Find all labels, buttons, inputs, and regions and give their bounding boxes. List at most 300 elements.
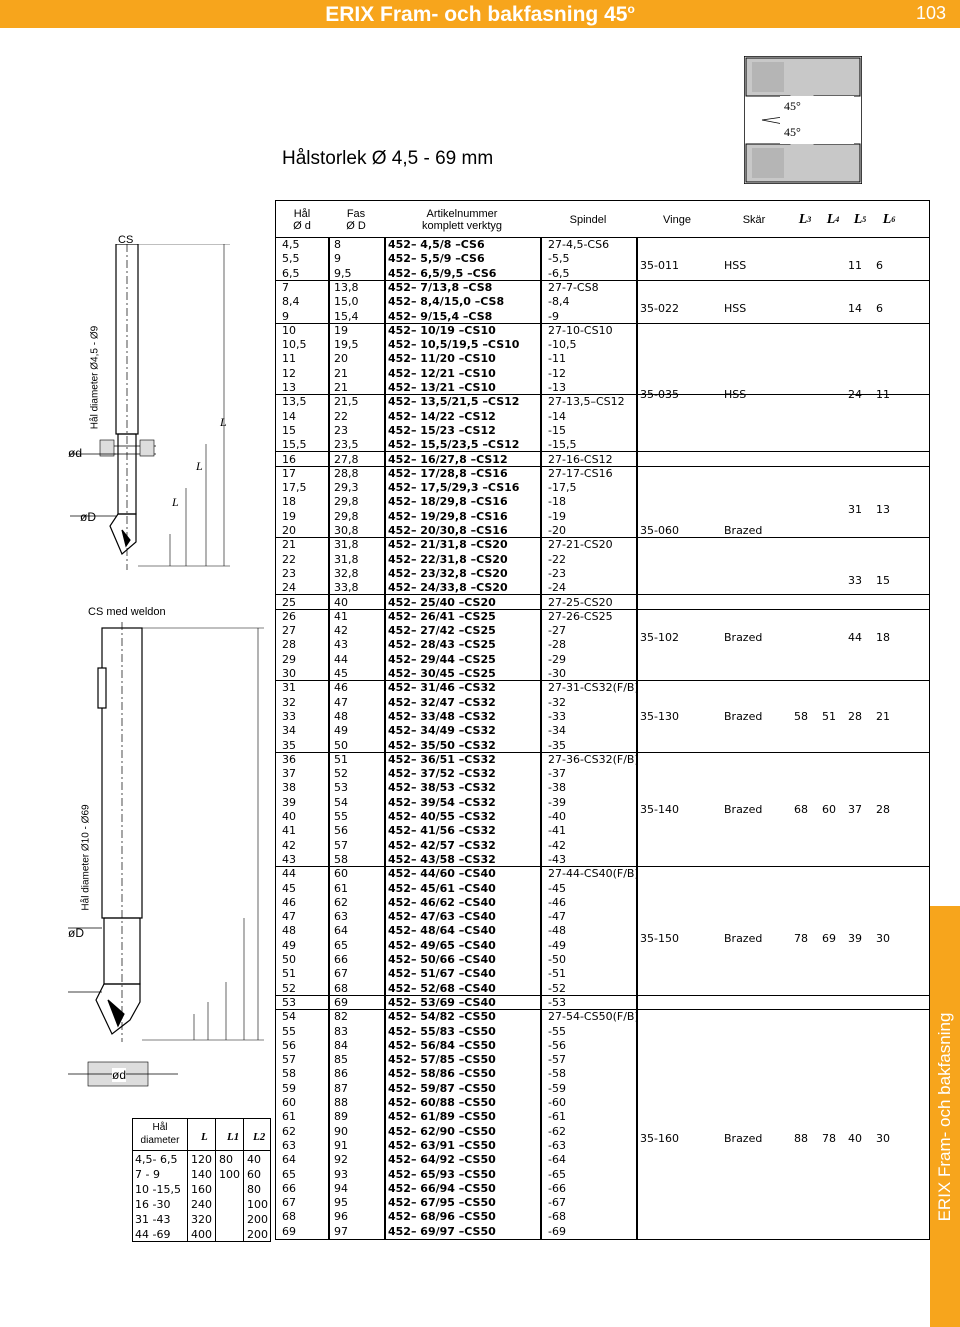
table-row [276,338,929,352]
insert-cell: Brazed [724,524,763,537]
l4-cell: 78 [822,1131,836,1145]
l6-cell: 30 [876,931,890,945]
article-number-cell: 452– 46/62 –CS40 [388,895,496,909]
hole-cell: 68 [282,1210,296,1224]
spindle-cell: -27 [548,624,566,638]
hole-cell: 28 [282,638,296,652]
fas-cell: 56 [334,824,348,838]
l5-cell: 37 [848,802,862,816]
spindle-cell: -56 [548,1038,566,1052]
hole-cell: 62 [282,1124,296,1138]
hole-cell: 53 [282,995,296,1009]
fas-cell: 13,8 [334,280,359,294]
fas-cell: 82 [334,1010,348,1024]
table-row [276,367,929,381]
spindle-cell: -32 [548,695,566,709]
spindle-cell: 27-21-CS20 [548,538,613,552]
article-number-cell: 452– 61/89 –CS50 [388,1110,496,1124]
hole-cell: 65 [282,1167,296,1181]
fas-cell: 92 [334,1153,348,1167]
hole-size-title: Hålstorlek Ø 4,5 - 69 mm [282,148,494,169]
spindle-cell: -49 [548,938,566,952]
article-number-cell: 452– 13/21 –CS10 [388,381,496,394]
spindle-cell: 27-4,5-CS6 [548,238,610,251]
length-table-row [133,1227,270,1242]
fas-cell: 23,5 [334,438,359,452]
hole-cell: 13,5 [282,395,307,409]
insert-cell: Brazed [724,1131,763,1145]
col-l5-header: L 5 [853,211,867,227]
fas-cell: 84 [334,1038,348,1052]
table-row [276,1010,929,1024]
fas-cell: 21 [334,366,348,380]
spindle-cell: -61 [548,1110,566,1124]
range-cell: 4,5- 6,5 [135,1153,178,1166]
table-row [276,324,929,338]
dim-l1-label: L [196,459,203,473]
table-row [276,824,929,838]
l-cell: 160 [191,1183,212,1196]
hole-cell: 67 [282,1196,296,1210]
spindle-cell: -9 [548,309,559,323]
fas-cell: 45 [334,667,348,680]
hole-cell: 47 [282,910,296,924]
article-number-cell: 452– 8,4/15,0 –CS8 [388,295,505,309]
hole-cell: 23 [282,566,296,580]
article-number-cell: 452– 25/40 –CS20 [388,595,496,609]
wing-cell: 35-022 [640,302,679,316]
table-row [276,638,929,652]
hole-cell: 17 [282,466,296,480]
fas-cell: 93 [334,1167,348,1181]
table-row [276,1196,929,1210]
fas-cell: 57 [334,838,348,852]
insert-cell: Brazed [724,631,763,645]
spindle-cell: -59 [548,1081,566,1095]
spindle-cell: -37 [548,767,566,781]
col-hole-header: Hål Ø d [293,207,311,232]
spindle-cell: -58 [548,1067,566,1081]
article-number-cell: 452– 64/92 –CS50 [388,1153,496,1167]
spindle-cell: -53 [548,995,566,1009]
insert-cell: HSS [724,302,747,316]
spindle-cell: -24 [548,581,566,595]
article-number-cell: 452– 30/45 –CS25 [388,667,496,680]
fas-cell: 49 [334,724,348,738]
hole-cell: 18 [282,495,296,509]
fas-cell: 85 [334,1053,348,1067]
range-cell: 31 -43 [135,1213,171,1226]
col-article-header: Artikelnummer komplett verktyg [421,207,503,232]
fas-cell: 40 [334,595,348,609]
hole-cell: 15 [282,423,296,437]
table-row [276,1168,929,1182]
table-row [276,267,929,281]
table-row [276,653,929,667]
hole-cell: 44 [282,867,296,881]
hole-cell: 57 [282,1053,296,1067]
article-number-cell: 452– 13,5/21,5 –CS12 [388,395,520,409]
article-number-cell: 452– 6,5/9,5 –CS6 [388,266,497,280]
spindle-cell: -30 [548,667,566,680]
length-table-l1-header: L1 [227,1131,240,1143]
hole-cell: 55 [282,1024,296,1038]
table-row [276,767,929,781]
range-cell: 10 -15,5 [135,1183,181,1196]
hole-cell: 42 [282,838,296,852]
l6-cell: 28 [876,802,890,816]
table-row [276,252,929,266]
hole-cell: 69 [282,1224,296,1238]
dim-d-label: ød [68,446,83,460]
spindle-cell: -41 [548,824,566,838]
fas-cell: 52 [334,767,348,781]
side-tab [930,906,960,1327]
l6-cell: 15 [876,574,890,588]
l-cell: 320 [191,1213,212,1226]
hole-cell: 13 [282,381,296,394]
article-number-cell: 452– 24/33,8 –CS20 [388,581,508,595]
table-row [276,352,929,366]
l4-cell: 69 [822,931,836,945]
l3-cell: 88 [794,1131,808,1145]
spindle-cell: -20 [548,524,566,537]
article-table-body [276,238,929,1239]
wing-cell: 35-140 [640,802,679,816]
spindle-cell: -50 [548,953,566,966]
hole-cell: 19 [282,509,296,523]
table-row [276,1110,929,1124]
hole-cell: 56 [282,1038,296,1052]
spindle-cell: -52 [548,981,566,995]
table-row [276,996,929,1010]
dim-l2-label: L [172,495,179,509]
article-number-cell: 452– 14/22 –CS12 [388,409,496,423]
wing-cell: 35-160 [640,1131,679,1145]
spindle-cell: -55 [548,1024,566,1038]
hole-cell: 22 [282,552,296,566]
fas-cell: 88 [334,1096,348,1109]
article-number-cell: 452– 20/30,8 –CS16 [388,524,508,537]
spindle-cell: 27-26-CS25 [548,609,613,623]
fas-cell: 43 [334,638,348,652]
article-number-cell: 452– 42/57 –CS32 [388,838,496,852]
l2-cell: 80 [247,1183,261,1196]
hole-cell: 48 [282,924,296,938]
col-wing-header: Vinge [663,213,691,226]
spindle-cell: -60 [548,1096,566,1109]
table-row [276,467,929,481]
article-number-cell: 452– 47/63 –CS40 [388,910,496,924]
article-number-cell: 452– 28/43 –CS25 [388,638,496,652]
cs-weldon-range-label: Hål diameter Ø10 - Ø69 [80,804,92,911]
article-number-cell: 452– 26/41 –CS25 [388,609,496,623]
hole-cell: 14 [282,409,296,423]
table-row [276,553,929,567]
wing-cell: 35-150 [640,931,679,945]
table-row [276,424,929,438]
table-row [276,1053,929,1067]
article-number-cell: 452– 65/93 –CS50 [388,1167,496,1181]
fas-cell: 66 [334,953,348,966]
l6-cell: 18 [876,631,890,645]
l2-cell: 200 [247,1213,268,1226]
l2-cell: 40 [247,1153,261,1166]
hole-cell: 4,5 [282,238,300,251]
l-cell: 240 [191,1198,212,1211]
spindle-cell: -42 [548,838,566,852]
hole-cell: 50 [282,953,296,966]
l5-cell: 31 [848,502,862,516]
table-row [276,696,929,710]
l5-cell: 11 [848,259,862,273]
fas-cell: 50 [334,738,348,752]
hole-cell: 25 [282,595,296,609]
article-number-cell: 452– 44/60 –CS40 [388,867,496,881]
hole-cell: 17,5 [282,481,307,495]
spindle-cell: -40 [548,810,566,823]
table-row [276,438,929,452]
article-number-cell: 452– 43/58 –CS32 [388,852,496,866]
fas-cell: 8 [334,238,341,251]
cs-range-label: Hål diameter Ø4,5 - Ø9 [89,325,101,430]
spindle-cell: -68 [548,1210,566,1224]
table-row [276,567,929,581]
fas-cell: 29,3 [334,481,359,495]
table-row [276,853,929,867]
article-number-cell: 452– 9/15,4 –CS8 [388,309,493,323]
fas-cell: 28,8 [334,466,359,480]
spindle-cell: -65 [548,1167,566,1181]
l2-cell: 60 [247,1168,261,1181]
fas-cell: 19 [334,323,348,337]
side-tab-label: ERIX Fram- och bakfasning [935,1012,954,1221]
article-number-cell: 452– 63/91 –CS50 [388,1138,496,1152]
length-table-l2-header: L2 [253,1131,266,1143]
length-table-l-header: L [201,1131,208,1143]
l-cell: 120 [191,1153,212,1166]
article-number-cell: 452– 57/85 –CS50 [388,1053,496,1067]
length-table-row [133,1197,270,1212]
article-number-cell: 452– 35/50 –CS32 [388,738,496,752]
table-row [276,867,929,881]
article-number-cell: 452– 59/87 –CS50 [388,1081,496,1095]
hole-cell: 49 [282,938,296,952]
fas-cell: 32,8 [334,566,359,580]
hole-cell: 8,4 [282,295,300,309]
length-table-header [133,1119,270,1151]
cs-weldon-tool-drawing [68,622,268,1092]
hole-cell: 21 [282,538,296,552]
spindle-cell: 27-10-CS10 [548,323,613,337]
spindle-cell: -5,5 [548,252,570,266]
article-number-cell: 452– 22/31,8 –CS20 [388,552,508,566]
fas-cell: 58 [334,852,348,866]
spindle-cell: -13 [548,381,566,394]
spindle-cell: -46 [548,895,566,909]
article-number-cell: 452– 5,5/9 –CS6 [388,252,485,266]
table-row [276,1067,929,1081]
fas-cell: 68 [334,981,348,995]
fas-cell: 51 [334,752,348,766]
table-row [276,739,929,753]
spindle-cell: -28 [548,638,566,652]
col-spindle-header: Spindel [569,213,607,226]
l5-cell: 44 [848,631,862,645]
table-row [276,839,929,853]
fas-cell: 91 [334,1138,348,1152]
table-row [276,395,929,409]
fas-cell: 19,5 [334,338,359,352]
fas-cell: 83 [334,1024,348,1038]
article-number-cell: 452– 31/46 –CS32 [388,681,496,695]
article-number-cell: 452– 58/86 –CS50 [388,1067,496,1081]
table-row [276,1153,929,1167]
article-number-cell: 452– 39/54 –CS32 [388,795,496,809]
fas-cell: 23 [334,423,348,437]
l6-cell: 6 [876,302,883,316]
table-row [276,724,929,738]
fas-cell: 42 [334,624,348,638]
article-number-cell: 452– 21/31,8 –CS20 [388,538,508,552]
dim-D-weldon-label: øD [68,926,84,940]
table-row [276,238,929,252]
fas-cell: 31,8 [334,552,359,566]
spindle-cell: -69 [548,1224,566,1238]
l6-cell: 21 [876,709,890,723]
article-number-cell: 452– 41/56 –CS32 [388,824,496,838]
l5-cell: 40 [848,1131,862,1145]
table-row [276,310,929,324]
fas-cell: 60 [334,867,348,881]
article-number-cell: 452– 37/52 –CS32 [388,767,496,781]
fas-cell: 21,5 [334,395,359,409]
table-row [276,1096,929,1110]
table-row [276,910,929,924]
fas-cell: 20 [334,352,348,366]
page-number: 103 [915,3,946,23]
hole-cell: 39 [282,795,296,809]
l4-cell: 51 [822,709,836,723]
hole-cell: 54 [282,1010,296,1024]
spindle-cell: -6,5 [548,266,570,280]
table-row [276,510,929,524]
l2-cell: 100 [247,1198,268,1211]
table-row [276,495,929,509]
spindle-cell: -66 [548,1181,566,1195]
length-table-row [133,1167,270,1182]
article-number-cell: 452– 60/88 –CS50 [388,1096,496,1109]
article-number-cell: 452– 29/44 –CS25 [388,652,496,666]
table-row [276,1025,929,1039]
article-number-cell: 452– 27/42 –CS25 [388,624,496,638]
col-l3-header: L 3 [798,211,812,227]
spindle-cell: -22 [548,552,566,566]
dim-d-weldon-label: ød [112,1068,127,1082]
fas-cell: 21 [334,381,348,394]
l3-cell: 78 [794,931,808,945]
article-number-cell: 452– 36/51 –CS32 [388,752,496,766]
table-row [276,1210,929,1224]
article-number-cell: 452– 17/28,8 –CS16 [388,466,508,480]
article-number-cell: 452– 38/53 –CS32 [388,781,496,795]
article-number-cell: 452– 49/65 –CS40 [388,938,496,952]
spindle-cell: 27-17-CS16 [548,466,613,480]
spindle-cell: -8,4 [548,295,570,309]
l2-cell: 200 [247,1228,268,1241]
l5-cell: 14 [848,302,862,316]
wing-cell: 35-102 [640,631,679,645]
spindle-cell: 27-16-CS12 [548,452,613,466]
length-table-row [133,1212,270,1227]
angle-top-label: 45° [784,99,801,113]
article-number-cell: 452– 69/97 –CS50 [388,1224,496,1238]
article-number-cell: 452– 53/69 –CS40 [388,995,496,1009]
l3-cell: 68 [794,802,808,816]
hole-cell: 58 [282,1067,296,1081]
hole-cell: 7 [282,280,289,294]
chamfer-profile-diagram [744,56,862,184]
spindle-cell: -15 [548,423,566,437]
fas-cell: 64 [334,924,348,938]
length-table-row [133,1152,270,1167]
hole-cell: 11 [282,352,296,366]
spindle-cell: -10,5 [548,338,577,352]
article-number-cell: 452– 32/47 –CS32 [388,695,496,709]
l5-cell: 33 [848,574,862,588]
hole-cell: 6,5 [282,266,300,280]
fas-cell: 31,8 [334,538,359,552]
article-number-cell: 452– 18/29,8 –CS16 [388,495,508,509]
hole-cell: 26 [282,609,296,623]
hole-cell: 59 [282,1081,296,1095]
article-number-cell: 452– 23/32,8 –CS20 [388,566,508,580]
length-table-hole-header: Hål diameter [140,1122,180,1146]
fas-cell: 94 [334,1181,348,1195]
article-number-cell: 452– 10,5/19,5 –CS10 [388,338,520,352]
fas-cell: 63 [334,910,348,924]
fas-cell: 61 [334,881,348,895]
fas-cell: 29,8 [334,495,359,509]
spindle-cell: -18 [548,495,566,509]
cs-tool-drawing [60,244,235,584]
table-row [276,953,929,967]
table-row [276,781,929,795]
fas-cell: 65 [334,938,348,952]
spindle-cell: 27-54-CS50(F/B) [548,1010,639,1024]
table-row [276,410,929,424]
article-number-cell: 452– 12/21 –CS10 [388,366,496,380]
hole-cell: 35 [282,738,296,752]
spindle-cell: -34 [548,724,566,738]
table-row [276,667,929,681]
spindle-cell: -48 [548,924,566,938]
l-cell: 400 [191,1228,212,1241]
hole-cell: 15,5 [282,438,307,452]
l5-cell: 28 [848,709,862,723]
spindle-cell: -29 [548,652,566,666]
col-l4-header: L 4 [826,211,840,227]
insert-cell: Brazed [724,802,763,816]
fas-cell: 62 [334,895,348,909]
table-row [276,453,929,467]
fas-cell: 22 [334,409,348,423]
hole-cell: 38 [282,781,296,795]
spindle-cell: -45 [548,881,566,895]
article-number-cell: 452– 4,5/8 –CS6 [388,238,485,251]
hole-cell: 29 [282,652,296,666]
article-number-cell: 452– 48/64 –CS40 [388,924,496,938]
